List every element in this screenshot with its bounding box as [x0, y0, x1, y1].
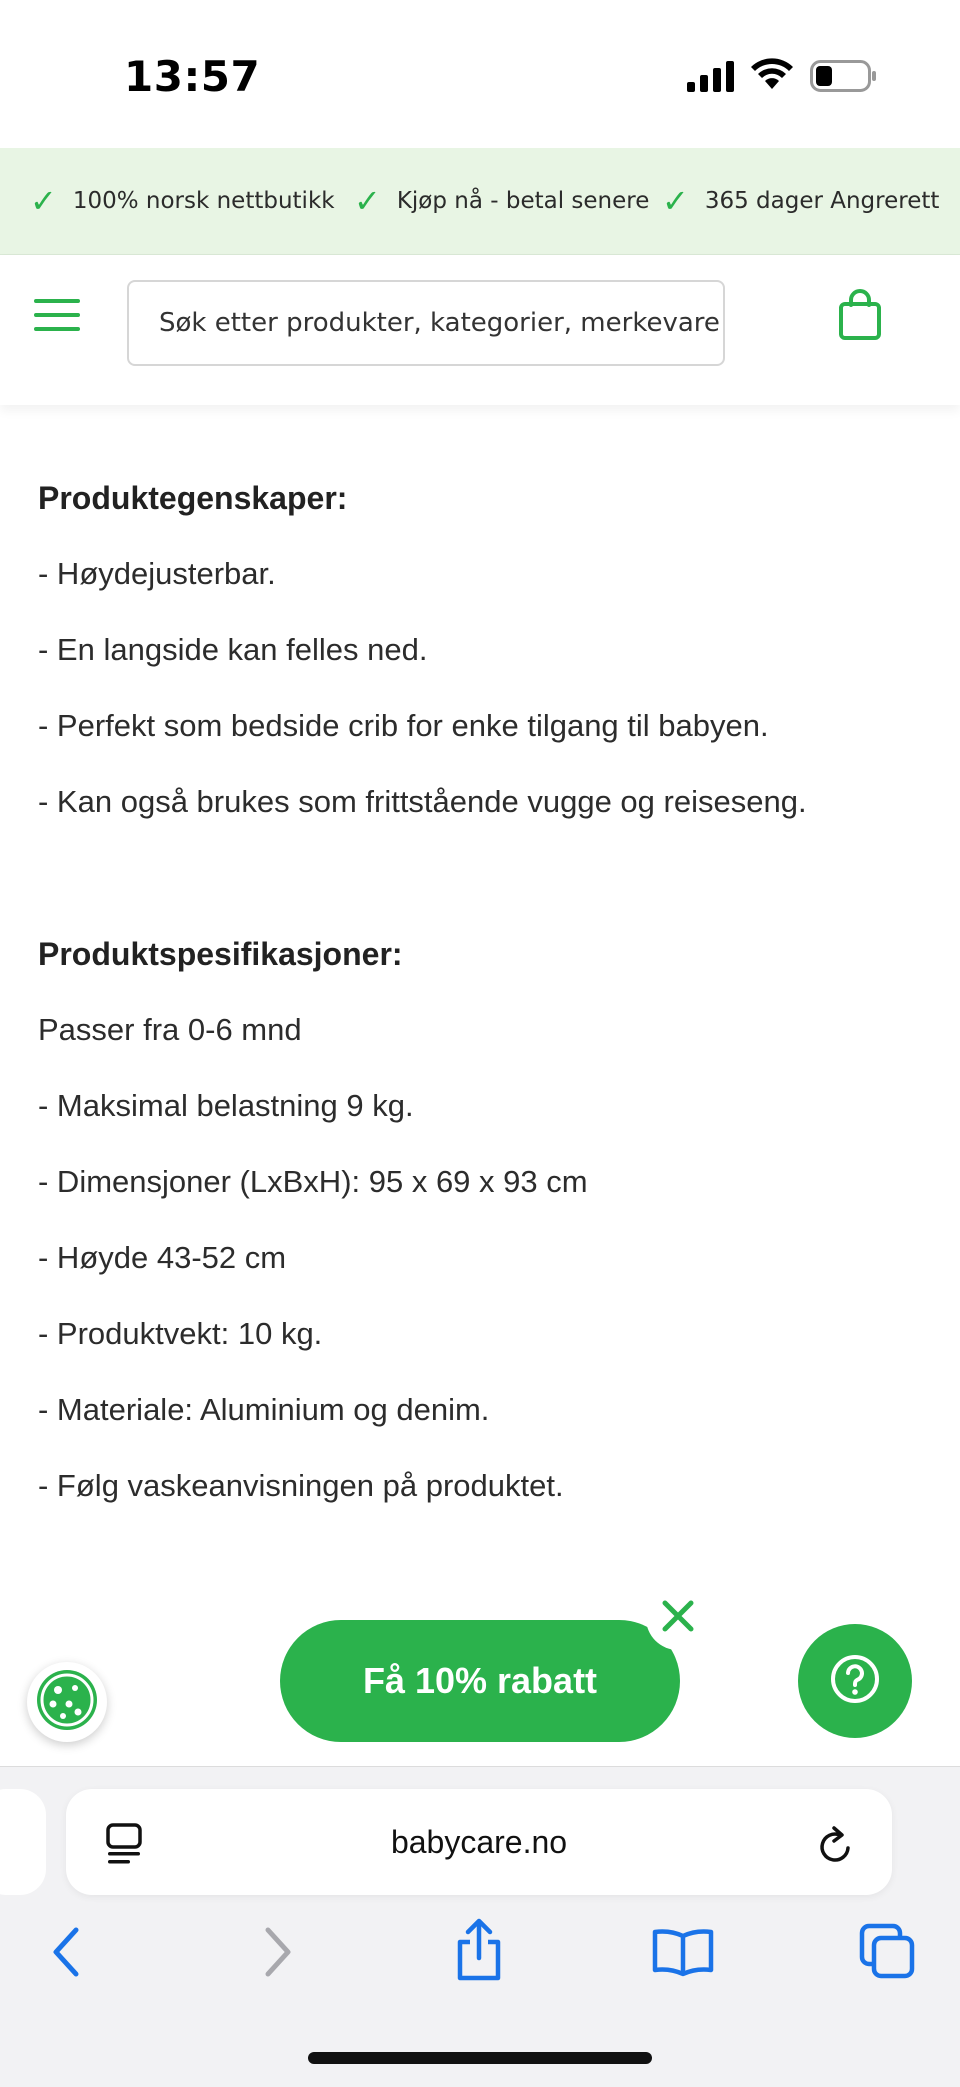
forward-arrow-icon[interactable] [258, 1926, 298, 1982]
benefit-item [30, 184, 335, 218]
spec-item: - Materiale: Aluminium og denim. [38, 1392, 490, 1427]
cookie-icon [33, 1666, 101, 1738]
specs-title: Produktspesifikasjoner: [38, 936, 403, 972]
hamburger-menu-icon[interactable] [34, 297, 80, 337]
cookie-settings-button[interactable] [27, 1662, 107, 1742]
feature-item: - Høydejusterbar. [38, 556, 276, 591]
product-description [38, 470, 918, 1534]
cellular-signal-icon [686, 60, 736, 96]
feature-item: - Kan også brukes som frittstående vugge og reiseseng. [38, 784, 807, 819]
address-url[interactable]: babycare.no [390, 1824, 568, 1860]
benefit-label: 100% norsk nettbutikk [72, 188, 335, 214]
spec-item: - Dimensjoner (LxBxH): 95 x 69 x 93 cm [38, 1164, 588, 1199]
status-bar [0, 0, 960, 148]
check-icon: ✓ [30, 182, 57, 220]
question-mark-icon [829, 1653, 881, 1709]
battery-icon [810, 60, 878, 96]
check-icon: ✓ [662, 182, 689, 220]
benefits-banner [0, 148, 960, 255]
wifi-icon [750, 58, 794, 96]
reload-icon[interactable] [816, 1822, 856, 1870]
feature-item: - Perfekt som bedside crib for enke tilgang til babyen. [38, 708, 769, 743]
address-bar[interactable] [66, 1789, 892, 1895]
bookmarks-icon[interactable] [652, 1926, 714, 1982]
benefit-label: Kjøp nå - betal senere [396, 188, 650, 214]
close-discount-button[interactable] [646, 1586, 710, 1650]
benefit-item [354, 184, 649, 218]
discount-button[interactable]: Få 10% rabatt [280, 1620, 680, 1742]
benefit-item [662, 184, 939, 218]
close-icon [661, 1599, 695, 1637]
search-input[interactable] [157, 307, 723, 339]
benefit-label: 365 dager Angrerett [704, 188, 940, 214]
back-arrow-icon[interactable] [48, 1926, 88, 1982]
spec-item: - Produktvekt: 10 kg. [38, 1316, 323, 1351]
spec-item: - Maksimal belastning 9 kg. [38, 1088, 414, 1123]
previous-tab-preview[interactable] [0, 1789, 46, 1895]
status-time: 13:57 [124, 52, 261, 101]
tabs-overview-icon[interactable] [858, 1922, 916, 1984]
search-box[interactable] [127, 280, 725, 366]
feature-item: - En langside kan felles ned. [38, 632, 428, 667]
share-icon[interactable] [452, 1918, 506, 1986]
spec-item: - Følg vaskeanvisningen på produktet. [38, 1468, 564, 1503]
shopping-bag-icon[interactable] [838, 289, 882, 345]
site-header [0, 255, 960, 405]
spec-item: Passer fra 0-6 mnd [38, 1012, 302, 1047]
section-spacer [38, 850, 918, 926]
help-button[interactable] [798, 1624, 912, 1738]
spec-item: - Høyde 43-52 cm [38, 1240, 287, 1275]
check-icon: ✓ [354, 182, 381, 220]
home-indicator [308, 2052, 652, 2064]
features-title: Produktegenskaper: [38, 480, 348, 516]
